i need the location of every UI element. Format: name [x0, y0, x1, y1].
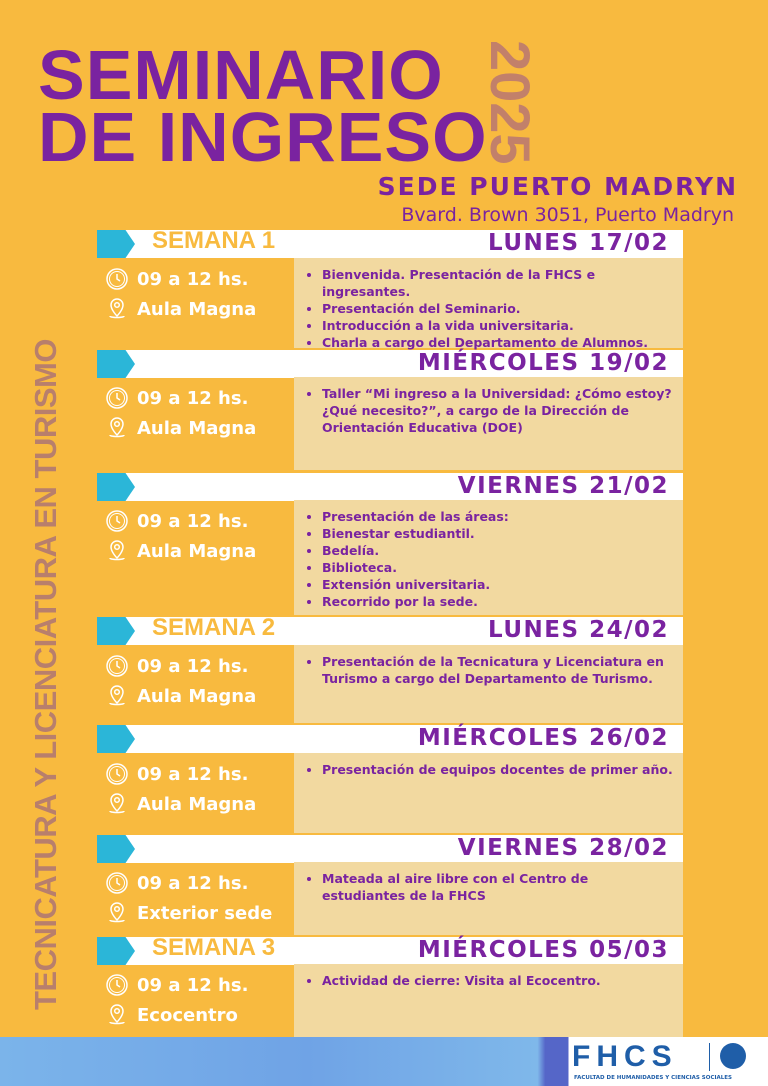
session-time: 09 a 12 hs.: [137, 268, 249, 290]
session-time: 09 a 12 hs.: [137, 974, 249, 996]
session-place: Aula Magna: [137, 540, 257, 562]
activity-item: • Mateada al aire libre con el Centro de estudiantes de la FHCS: [322, 870, 673, 904]
session-info: [105, 383, 256, 443]
session-time: 09 a 12 hs.: [137, 872, 249, 894]
day-header: [97, 614, 683, 645]
activity-item: • Bedelía.: [322, 542, 673, 559]
clock-icon: [105, 509, 129, 533]
activity-item: • Introducción a la vida universitaria.: [322, 317, 673, 334]
session-place: Aula Magna: [137, 417, 257, 439]
location-pin-icon: [105, 539, 129, 563]
clock-icon: [105, 973, 129, 997]
activity-item: • Bienestar estudiantil.: [322, 525, 673, 542]
session-time: 09 a 12 hs.: [137, 510, 249, 532]
session-info: [105, 264, 256, 324]
arrow-tab-icon: [97, 617, 135, 645]
fhcs-logo: [572, 1040, 762, 1084]
session-place: Ecocentro: [137, 1004, 238, 1026]
arrow-tab-icon: [97, 350, 135, 378]
activity-list: [294, 377, 683, 436]
activity-list: [294, 862, 683, 904]
session-info: [105, 651, 256, 711]
day-header: [97, 835, 683, 863]
activity-item: • Bienvenida. Presentación de la FHCS e ingresantes.: [322, 266, 673, 300]
clock-icon: [105, 871, 129, 895]
day-header: [97, 934, 683, 965]
clock-icon: [105, 267, 129, 291]
activity-item: • Actividad de cierre: Visita al Ecocentro.: [322, 972, 673, 989]
activity-list: [294, 645, 683, 687]
day-header: [97, 725, 683, 753]
day-header: [97, 227, 683, 258]
year-text: 2025: [479, 40, 542, 165]
arrow-tab-icon: [97, 473, 135, 501]
title-line-1: SEMINARIO: [38, 36, 444, 114]
day-label: LUNES 24/02: [488, 617, 669, 643]
arrow-tab-icon: [97, 725, 135, 753]
activity-item: • Taller “Mi ingreso a la Universidad: ¿Cómo estoy? ¿Qué necesito?”, a cargo de la Dirección de Orientación Educativa (DOE): [322, 385, 673, 436]
activity-item: • Presentación del Seminario.: [322, 300, 673, 317]
day-header: [97, 350, 683, 378]
bird-logo-icon: [720, 1043, 746, 1069]
activity-item: • Presentación de equipos docentes de primer año.: [322, 761, 673, 778]
activity-item: • Charla a cargo del Departamento de Alumnos.: [322, 334, 673, 351]
week-label: SEMANA 2: [152, 614, 276, 641]
location-pin-icon: [105, 1003, 129, 1027]
location-pin-icon: [105, 684, 129, 708]
session-time: 09 a 12 hs.: [137, 655, 249, 677]
activity-item: • Presentación de la Tecnicatura y Licenciatura en Turismo a cargo del Departamento de Turismo.: [322, 653, 673, 687]
session-info: [105, 868, 272, 928]
session-place: Exterior sede: [137, 902, 273, 924]
session-info: [105, 970, 248, 1030]
session-info: [105, 506, 256, 566]
vertical-title: TECNICATURA Y LICENCIATURA EN TURISMO: [28, 339, 63, 1010]
activity-panel: [294, 645, 683, 723]
location-pin-icon: [105, 792, 129, 816]
title-line-2: DE INGRESO: [38, 98, 488, 176]
activity-panel: [294, 964, 683, 1037]
activity-item: • Extensión universitaria.: [322, 576, 673, 593]
activity-list: [294, 500, 683, 610]
activity-panel: [294, 500, 683, 615]
address: Bvard. Brown 3051, Puerto Madryn: [401, 204, 734, 226]
logo-text: FHCS: [572, 1040, 678, 1073]
session-place: Aula Magna: [137, 685, 257, 707]
day-header: [97, 473, 683, 501]
day-label: MIÉRCOLES 05/03: [417, 937, 669, 963]
arrow-tab-icon: [97, 937, 135, 965]
activity-list: [294, 258, 683, 351]
session-time: 09 a 12 hs.: [137, 387, 249, 409]
location-pin-icon: [105, 297, 129, 321]
week-label: SEMANA 3: [152, 934, 276, 961]
activity-panel: [294, 258, 683, 348]
logo-subtitle: FACULTAD DE HUMANIDADES Y CIENCIAS SOCIALES: [574, 1075, 733, 1081]
week-label: SEMANA 1: [152, 227, 276, 254]
day-label: VIERNES 21/02: [457, 473, 669, 499]
activity-panel: [294, 862, 683, 935]
activity-panel: [294, 377, 683, 470]
activity-list: [294, 964, 683, 989]
day-label: MIÉRCOLES 26/02: [417, 725, 669, 751]
clock-icon: [105, 386, 129, 410]
session-place: Aula Magna: [137, 793, 257, 815]
activity-item: • Recorrido por la sede.: [322, 593, 673, 610]
activity-item: • Biblioteca.: [322, 559, 673, 576]
arrow-tab-icon: [97, 835, 135, 863]
activity-item: • Presentación de las áreas:: [322, 508, 673, 525]
activity-list: [294, 753, 683, 778]
day-label: VIERNES 28/02: [457, 835, 669, 861]
day-label: LUNES 17/02: [488, 230, 669, 256]
logo-divider: [709, 1043, 710, 1071]
clock-icon: [105, 654, 129, 678]
session-place: Aula Magna: [137, 298, 257, 320]
location-pin-icon: [105, 416, 129, 440]
clock-icon: [105, 762, 129, 786]
session-info: [105, 759, 256, 819]
arrow-tab-icon: [97, 230, 135, 258]
day-label: MIÉRCOLES 19/02: [417, 350, 669, 376]
location-pin-icon: [105, 901, 129, 925]
session-time: 09 a 12 hs.: [137, 763, 249, 785]
activity-panel: [294, 753, 683, 833]
sede-title: SEDE PUERTO MADRYN: [377, 172, 738, 201]
